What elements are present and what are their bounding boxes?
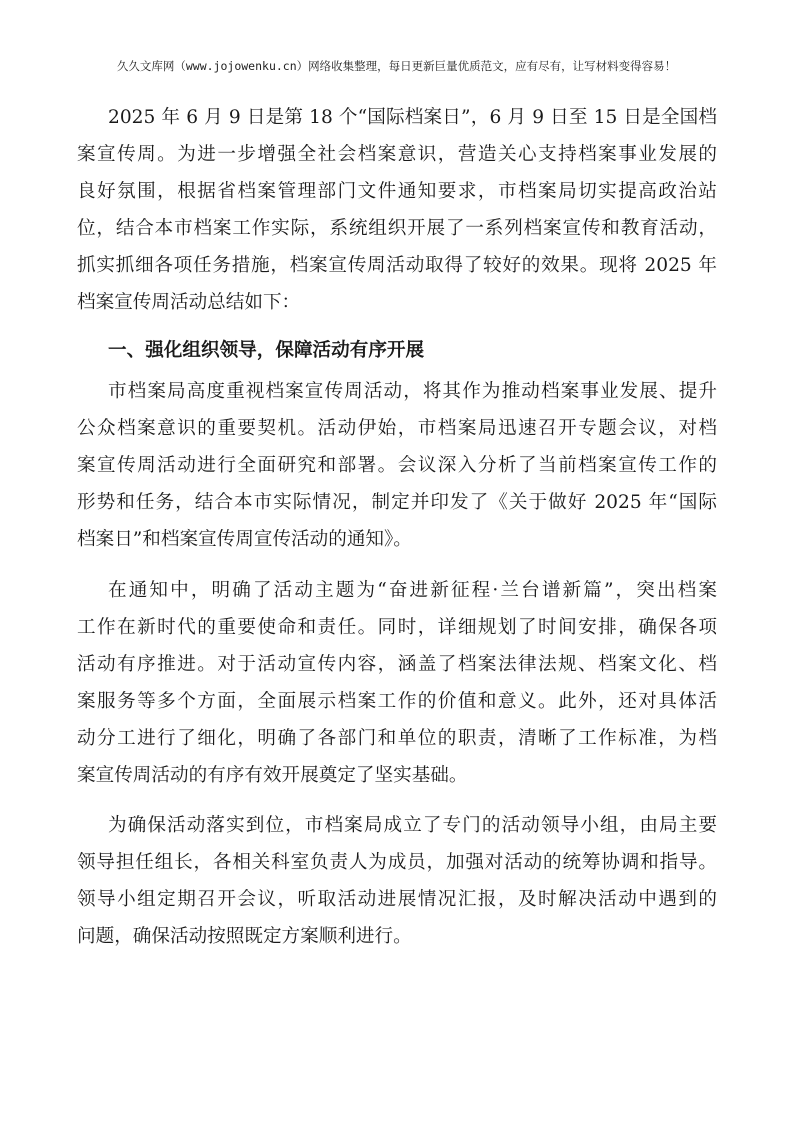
paragraph-line: 在通知中，明确了活动主题为“奋进新征程·兰台谱新篇”，突出档案 xyxy=(108,580,717,601)
paragraph-line: 抓实抓细各项任务措施，档案宣传周活动取得了较好的效果。现将 2025 年 xyxy=(77,255,717,276)
paragraph-line: 档案日”和档案宣传周宣传活动的通知》。 xyxy=(77,529,412,550)
section-heading: 一、强化组织领导，保障活动有序开展 xyxy=(108,340,425,361)
paragraph-line: 领导担任组长，各相关科室负责人为成员，加强对活动的统筹协调和指导。 xyxy=(77,852,717,873)
paragraph-line: 2025 年 6 月 9 日是第 18 个“国际档案日”，6 月 9 日至 15 日是全国档 xyxy=(108,107,717,128)
paragraph-line: 档案宣传周活动总结如下： xyxy=(77,292,301,313)
paragraph-line: 案服务等多个方面，全面展示档案工作的价值和意义。此外，还对具体活 xyxy=(77,691,717,712)
site-header-notice: 久久文库网（www.jojowenku.cn）网络收集整理，每日更新巨量优质范文，应有尽有，让写材料变得容易！ xyxy=(116,59,677,73)
paragraph-line: 为确保活动落实到位，市档案局成立了专门的活动领导小组，由局主要 xyxy=(108,815,717,836)
paragraph-line: 动分工进行了细化，明确了各部门和单位的职责，清晰了工作标准，为档 xyxy=(77,728,717,749)
paragraph-line: 问题，确保活动按照既定方案顺利进行。 xyxy=(77,926,412,947)
paragraph-line: 案宣传周活动进行全面研究和部署。会议深入分析了当前档案宣传工作的 xyxy=(77,455,717,476)
paragraph-line: 案宣传周活动的有序有效开展奠定了坚实基础。 xyxy=(77,765,468,786)
paragraph-line: 形势和任务，结合本市实际情况，制定并印发了《关于做好 2025 年“国际 xyxy=(77,492,717,513)
paragraph-line: 工作在新时代的重要使命和责任。同时，详细规划了时间安排，确保各项 xyxy=(77,617,717,638)
paragraph-line: 活动有序推进。对于活动宣传内容，涵盖了档案法律法规、档案文化、档 xyxy=(77,654,717,675)
paragraph-line: 良好氛围，根据省档案管理部门文件通知要求，市档案局切实提高政治站 xyxy=(77,181,717,202)
paragraph-line: 位，结合本市档案工作实际，系统组织开展了一系列档案宣传和教育活动， xyxy=(77,218,717,239)
paragraph-line: 市档案局高度重视档案宣传周活动，将其作为推动档案事业发展、提升 xyxy=(108,381,717,402)
paragraph-line: 案宣传周。为进一步增强全社会档案意识，营造关心支持档案事业发展的 xyxy=(77,144,717,165)
paragraph-line: 领导小组定期召开会议，听取活动进展情况汇报，及时解决活动中遇到的 xyxy=(77,889,717,910)
paragraph-line: 公众档案意识的重要契机。活动伊始，市档案局迅速召开专题会议，对档 xyxy=(77,418,717,439)
